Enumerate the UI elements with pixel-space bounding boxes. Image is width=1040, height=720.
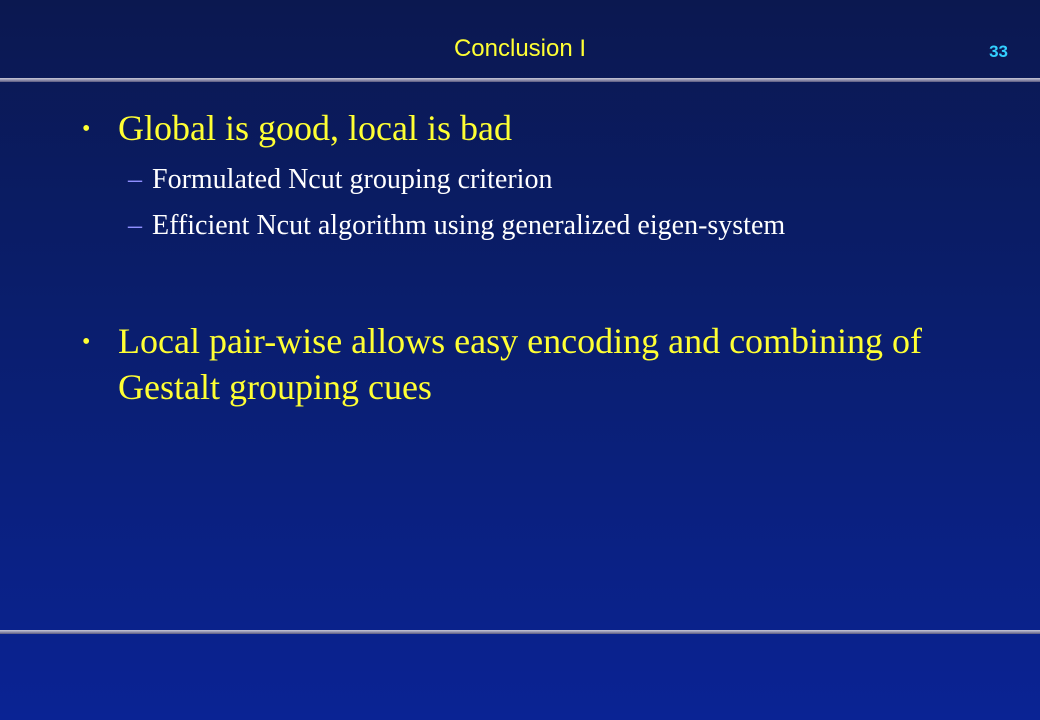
sub-item-ncut-algorithm (128, 203, 982, 249)
sub-item-text: Efficient Ncut algorithm using generalized eigen-system (152, 210, 786, 241)
bullet-text: Global is good, local is bad (118, 108, 512, 148)
sub-item-text: Formulated Ncut grouping criterion (152, 164, 553, 195)
bullet-icon: • (82, 329, 91, 355)
bullet-global-local (82, 105, 982, 249)
slide-title: Conclusion I (453, 35, 587, 62)
sub-item-ncut-criterion (128, 157, 982, 203)
bottom-divider (0, 630, 1040, 634)
bullet-local-pairwise (82, 318, 982, 410)
sub-list (128, 157, 982, 249)
slide-number: 33 (989, 42, 1008, 61)
bullet-icon: • (82, 116, 91, 142)
dash-icon: – (128, 210, 142, 241)
top-divider (0, 78, 1040, 82)
bullet-text: Local pair-wise allows easy encoding and combining of Gestalt grouping cues (118, 321, 923, 407)
dash-icon: – (128, 164, 142, 195)
